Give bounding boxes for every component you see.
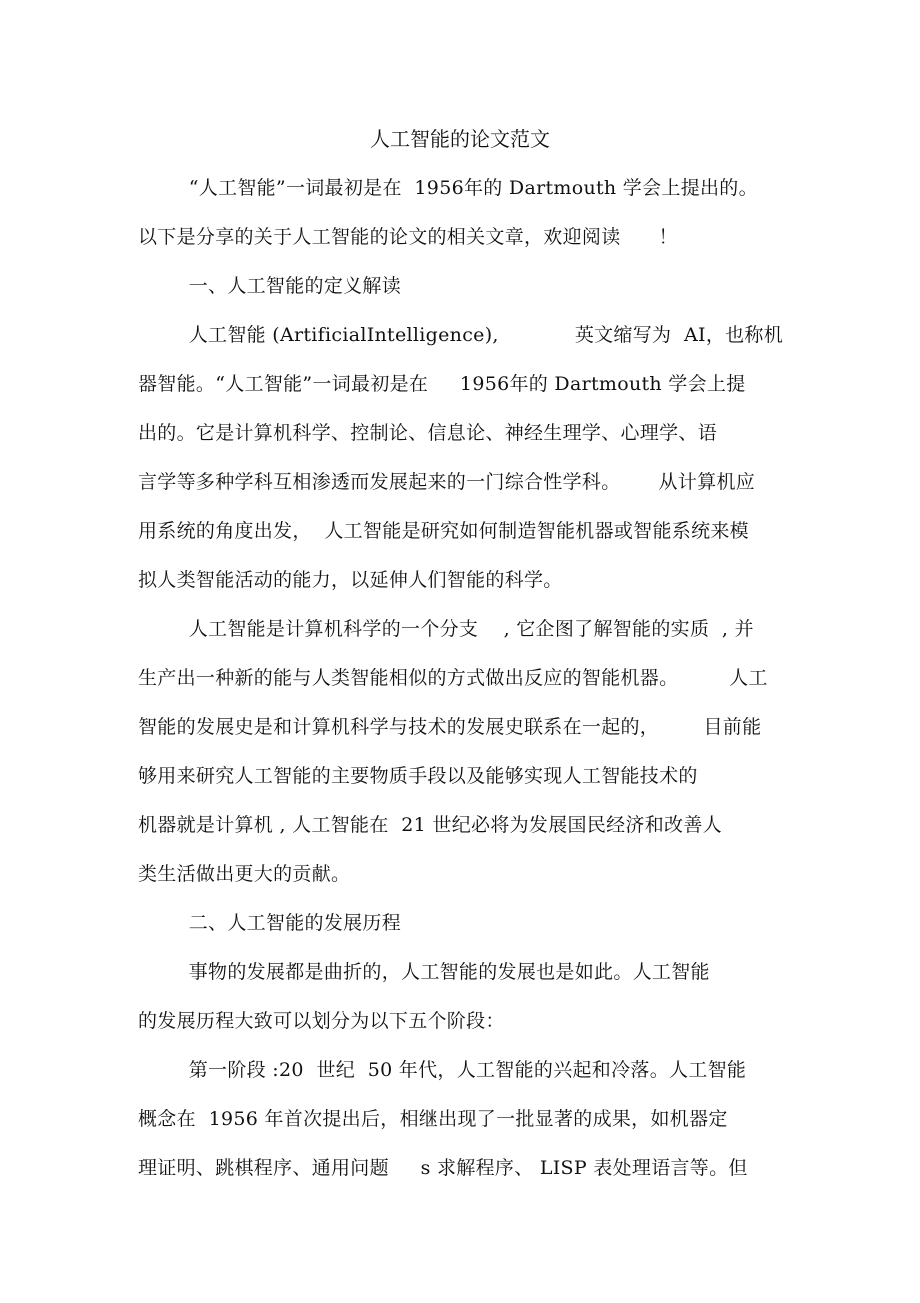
text-line: 类生活做出更大的贡献。: [138, 863, 351, 885]
text-line: 概念在 1956 年首次提出后，相继出现了一批显著的成果，如机器定: [138, 1108, 728, 1130]
section-heading: 二、人工智能的发展历程: [138, 912, 402, 934]
text-line: 第一阶段 :20 世纪 50 年代，人工智能的兴起和冷落。人工智能: [138, 1059, 747, 1081]
text-line: 言学等多种学科互相渗透而发展起来的一门综合性学科。 从计算机应: [138, 471, 756, 493]
text-line: 事物的发展都是曲折的，人工智能的发展也是如此。人工智能: [138, 961, 710, 983]
text-line: 出的。它是计算机科学、控制论、信息论、神经生理学、心理学、语: [138, 422, 718, 444]
section-heading: 一、人工智能的定义解读: [138, 275, 402, 297]
text-line: 人工智能是计算机科学的一个分支 , 它企图了解智能的实质 , 并: [138, 618, 754, 640]
text-line: 生产出一种新的能与人类智能相似的方式做出反应的智能机器。 人工: [138, 667, 768, 689]
text-line: 拟人类智能活动的能力，以延伸人们智能的科学。: [138, 569, 563, 591]
text-line: “人工智能”一词最初是在 1956年的 Dartmouth 学会上提出的。: [138, 177, 758, 199]
text-line: 理证明、跳棋程序、通用问题 s 求解程序、 LISP 表处理语言等。但: [138, 1157, 748, 1179]
text-line: 机器就是计算机 , 人工智能在 21 世纪必将为发展国民经济和改善人: [138, 814, 722, 836]
text-line: 够用来研究人工智能的主要物质手段以及能够实现人工智能技术的: [138, 765, 698, 787]
text-line: 用系统的角度出发， 人工智能是研究如何制造智能机器或智能系统来模: [138, 520, 749, 542]
text-line: 以下是分享的关于人工智能的论文的相关文章，欢迎阅读 ！: [138, 226, 678, 248]
text-line: 智能的发展史是和计算机科学与技术的发展史联系在一起的， 目前能: [138, 716, 762, 738]
text-line: 器智能。“人工智能”一词最初是在 1956年的 Dartmouth 学会上提: [138, 373, 746, 395]
document-title: 人工智能的论文范文: [370, 127, 550, 151]
text-line: 的发展历程大致可以划分为以下五个阶段：: [138, 1010, 505, 1032]
text-line: 人工智能 (ArtificialIntelligence), 英文缩写为 AI，也称机: [138, 324, 784, 346]
